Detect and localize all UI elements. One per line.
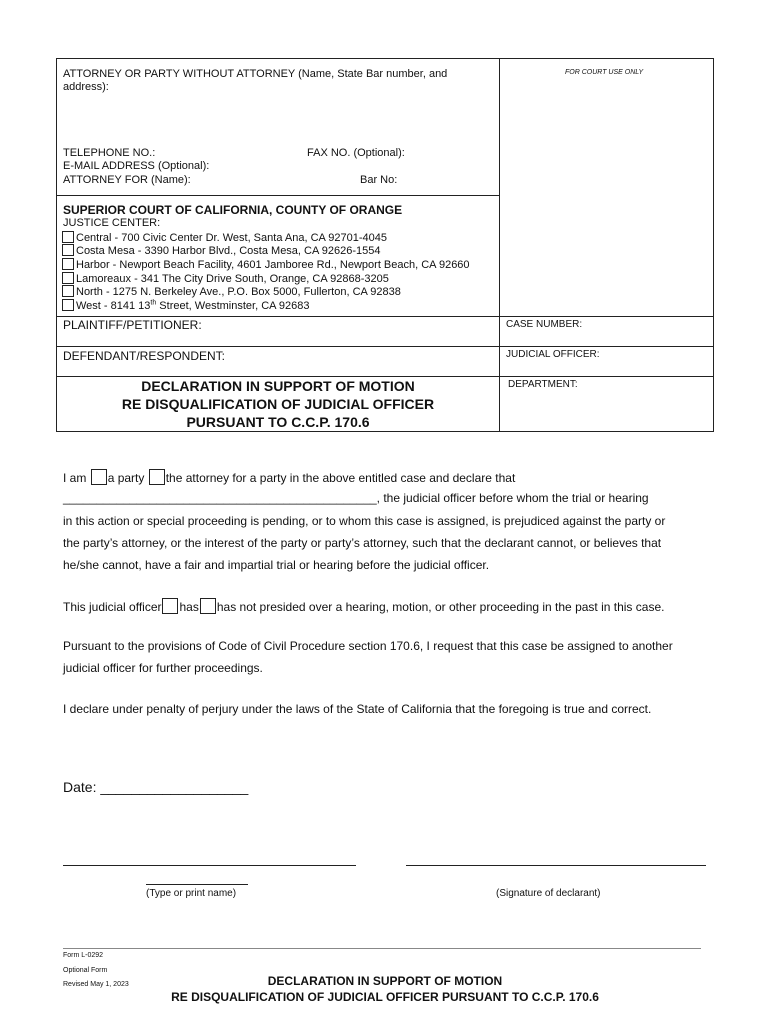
form-title-line1: DECLARATION IN SUPPORT OF MOTION (141, 378, 415, 394)
justice-center-central[interactable]: Central - 700 Civic Center Dr. West, Santa Ana, CA 92701-4045 (62, 231, 387, 245)
justice-center-costa-mesa[interactable]: Costa Mesa - 3390 Harbor Blvd., Costa Mesa, CA 92626-1554 (62, 244, 381, 258)
justice-center-west[interactable]: West - 8141 13th Street, Westminster, CA 92683 (62, 299, 310, 313)
justice-center-lamoreaux[interactable]: Lamoreaux - 341 The City Drive South, Orange, CA 92868-3205 (62, 272, 389, 286)
bar-no-label: Bar No: (360, 174, 398, 186)
fax-label: FAX NO. (Optional): (307, 147, 405, 159)
footer-title-2: RE DISQUALIFICATION OF JUDICIAL OFFICER PURSUANT TO C.C.P. 170.6 (171, 990, 599, 1004)
costa-mesa-checkbox[interactable] (62, 244, 74, 256)
body-line-3: in this action or special proceeding is pending, or to whom this case is assigned, is prejudiced against the party or (63, 514, 666, 528)
presided-line: This judicial officer has has not presided over a hearing, motion, or other proceeding in the past in this case. (63, 600, 665, 614)
type-name-label: (Type or print name) (146, 888, 237, 899)
justice-center-label: JUSTICE CENTER: (63, 217, 161, 229)
attorney-section-divider (56, 195, 499, 196)
footer-rule (63, 948, 701, 949)
attorney-checkbox[interactable] (149, 469, 165, 485)
form-title-line2: RE DISQUALIFICATION OF JUDICIAL OFFICER (121, 396, 435, 412)
attorney-for-label: ATTORNEY FOR (Name): (63, 174, 191, 186)
court-section-divider (56, 316, 714, 317)
perjury-declaration: I declare under penalty of perjury under the laws of the State of California that the foregoing is true and correct. (63, 702, 652, 716)
pursuant-line-1: Pursuant to the provisions of Code of Civil Procedure section 170.6, I request that this case be assigned to another (63, 639, 673, 653)
department-label: DEPARTMENT: (508, 379, 578, 390)
has-not-checkbox[interactable] (200, 598, 216, 614)
revised-date: Revised May 1, 2023 (63, 981, 129, 988)
signature-label: (Signature of declarant) (496, 888, 601, 899)
name-subline (146, 884, 248, 885)
lamoreaux-checkbox[interactable] (62, 272, 74, 284)
judicial-officer-name-line[interactable]: _______________________________________________, the judicial officer before whom the trial or hearing (63, 491, 649, 505)
declarant-role-line: I am a party the attorney for a party in the above entitled case and declare that (63, 471, 516, 485)
optional-form: Optional Form (63, 967, 108, 974)
plaintiff-divider (56, 346, 714, 347)
pursuant-line-2: judicial officer for further proceedings. (63, 661, 263, 675)
has-checkbox[interactable] (162, 598, 178, 614)
a-party-checkbox[interactable] (91, 469, 107, 485)
signature-line[interactable] (406, 865, 706, 866)
date-row (63, 779, 248, 795)
defendant-label: DEFENDANT/RESPONDENT: (63, 349, 226, 363)
court-use-label: FOR COURT USE ONLY (565, 69, 644, 76)
form-number: Form L-0292 (63, 952, 104, 959)
attorney-label-cont: address): (63, 81, 109, 93)
attorney-label: ATTORNEY OR PARTY WITHOUT ATTORNEY (Name, State Bar number, and (63, 68, 448, 80)
central-checkbox[interactable] (62, 231, 74, 243)
name-line[interactable] (63, 865, 356, 866)
case-number-label: CASE NUMBER: (506, 319, 583, 330)
court-name: SUPERIOR COURT OF CALIFORNIA, COUNTY OF ORANGE (63, 203, 403, 217)
north-checkbox[interactable] (62, 285, 74, 297)
justice-center-harbor[interactable]: Harbor - Newport Beach Facility, 4601 Jamboree Rd., Newport Beach, CA 92660 (62, 258, 470, 272)
justice-center-north[interactable]: North - 1275 N. Berkeley Ave., P.O. Box 5000, Fullerton, CA 92838 (62, 285, 401, 299)
body-line-5: he/she cannot, have a fair and impartial trial or hearing before the judicial officer. (63, 558, 490, 572)
date-label: Date: (63, 779, 97, 795)
harbor-checkbox[interactable] (62, 258, 74, 270)
email-label: E-MAIL ADDRESS (Optional): (63, 160, 210, 172)
telephone-label: TELEPHONE NO.: (63, 147, 156, 159)
plaintiff-label: PLAINTIFF/PETITIONER: (63, 318, 202, 332)
west-checkbox[interactable] (62, 299, 74, 311)
body-line-4: the party’s attorney, or the interest of the party or party’s attorney, such that the declarant cannot, or believes that (63, 536, 662, 550)
footer-title-1: DECLARATION IN SUPPORT OF MOTION (267, 974, 503, 988)
form-title-line3: PURSUANT TO C.C.P. 170.6 (186, 414, 370, 430)
judicial-officer-label: JUDICIAL OFFICER: (506, 349, 600, 360)
date-field[interactable]: ___________________ (100, 779, 249, 795)
